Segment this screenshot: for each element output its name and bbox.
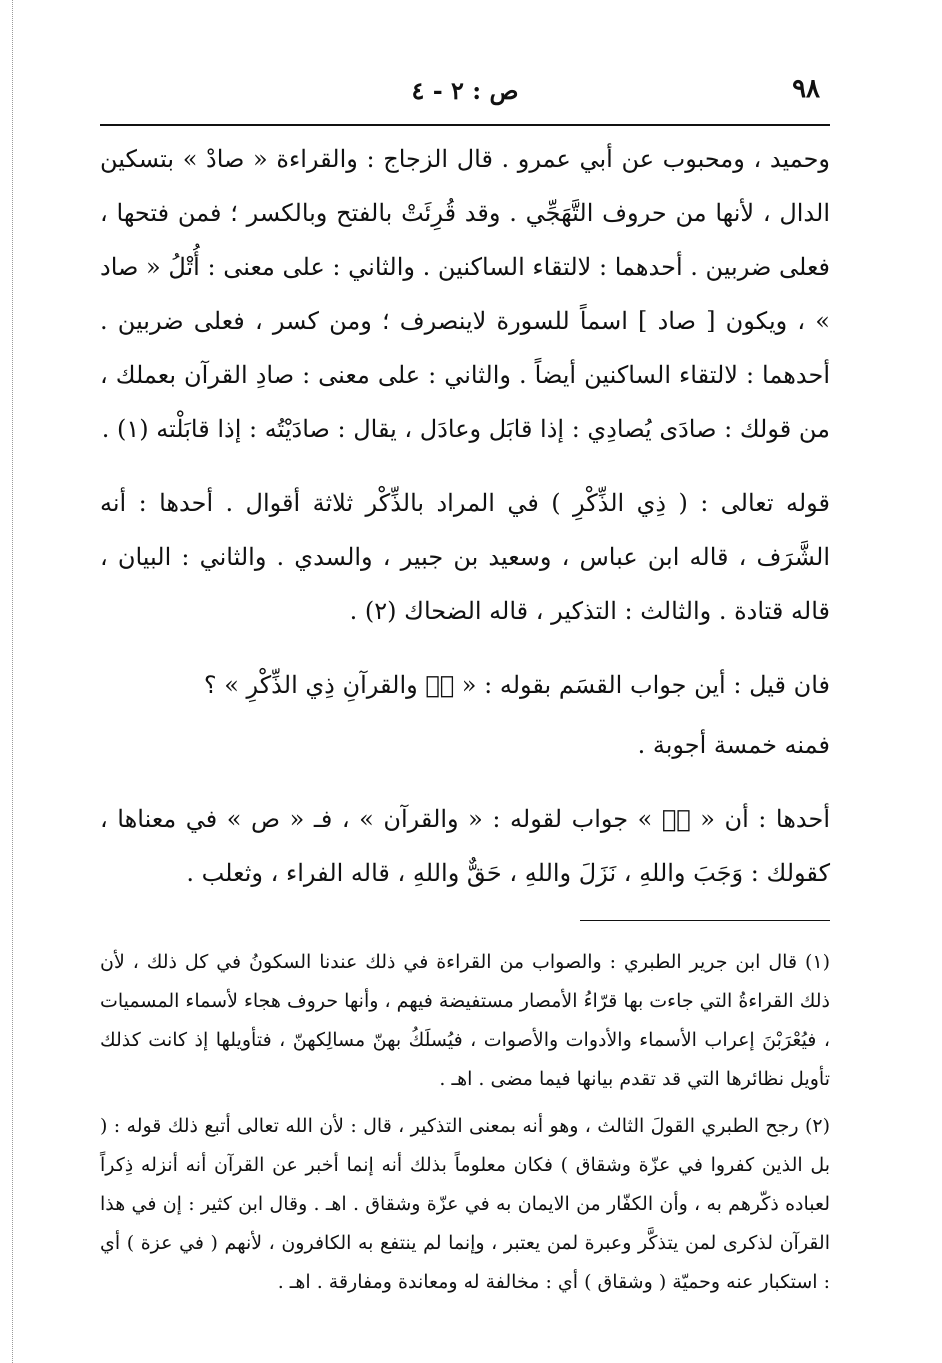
scan-edge-line	[12, 0, 13, 1363]
main-text	[100, 112, 830, 900]
paragraph-first-answer: أحدها : أن « صۤ » جواب لقوله : « والقرآن » ، فـ « ص » في معناها ، كقولك : وَجَبَ واللهِ ، نَزَلَ واللهِ ، حَقٌّ واللهِ ، قاله الفراء ، وثعلب .	[100, 805, 830, 887]
paragraph-five-answers: فمنه خمسة أجوبة .	[637, 731, 830, 759]
footnote-2: (٢) رجح الطبري القولَ الثالث ، وهو أنه بمعنى التذكير ، قال : لأن الله تعالى أتبع ذلك قوله : ( بل الذين كفروا في عزّة وشقاق ) فكان معلوماً بذلك أنه إنما أخبر عن القرآن أنه أنزله ذِكراً لعباده ذكّرهم به ، وأن الكفّار من الايمان به في عزّة وشقاق . اهـ . وقال ابن كثير : إن في هذا القرآن لذكرى لمن يتذكَّر وعبرة لمن يعتبر ، وإنما لم ينتفع به الكافرون ، لأنهم ( في عزة ) أي : استكبار عنه وحميّة ( وشقاق ) أي : مخالفة له ومعاندة ومفارقة . اهـ .	[100, 1115, 830, 1293]
header-rule	[100, 124, 830, 126]
footnote-1: (١) قال ابن جرير الطبري : والصواب من القراءة في ذلك عندنا السكونُ في كل ذلك ، لأن ذلك القراءةُ التي جاءت بها قرّاءُ الأمصار مستفيضة فيهم ، وأنها حروف هجاء لأسماء المسميات ، فيُعْرَبْنَ إعراب الأسماء والأدوات والأصوات ، فيُسلَكُ بهنّ مسالِكهنّ ، فتأويلها إذ كانت كذلك تأويل نظائرها التي قد تقدم بيانها فيما مضى . اهـ .	[100, 951, 830, 1090]
page-number: ٩٨	[792, 74, 820, 104]
paragraph-sad-reading: وحميد ، ومحبوب عن أبي عمرو . قال الزجاج : والقراءة « صادْ » بتسكين الدال ، لأنها من حروف التَّهَجِّي . وقد قُرِئَتْ بالفتح وبالكسر ؛ فمن فتحها ، فعلى ضربين . أحدهما : لالتقاء الساكنين . والثاني : على معنى : أُتْلُ « صاد » ، ويكون [ صاد ] اسماً للسورة لاينصرف ؛ ومن كسر ، فعلى ضربين . أحدهما : لالتقاء الساكنين أيضاً . والثاني : على معنى : صادِ القرآن بعملك ، من قولك : صادَى يُصادِي : إذا قابَل وعادَل ، يقال : صادَيْتُه : إذا قابَلْته (١) .	[100, 145, 830, 443]
book-page	[100, 72, 830, 1310]
paragraph-oath-question: فان قيل : أين جواب القسَم بقوله : « صۤ والقرآنِ ذِي الذِّكْرِ » ؟	[203, 671, 830, 699]
footnotes	[100, 943, 830, 1302]
paragraph-dhikr-meaning: قوله تعالى : ( ذِي الذِّكْرِ ) في المراد بالذِّكْر ثلاثة أقوال . أحدها : أنه الشَّرَف ، قاله ابن عباس ، وسعيد بن جبير ، والسدي . والثاني : البيان ، قاله قتادة . والثالث : التذكير ، قاله الضحاك (٢) .	[100, 489, 831, 625]
running-head: ص : ٢ - ٤	[411, 76, 519, 105]
footnote-rule	[580, 920, 830, 921]
page-header	[100, 72, 830, 112]
